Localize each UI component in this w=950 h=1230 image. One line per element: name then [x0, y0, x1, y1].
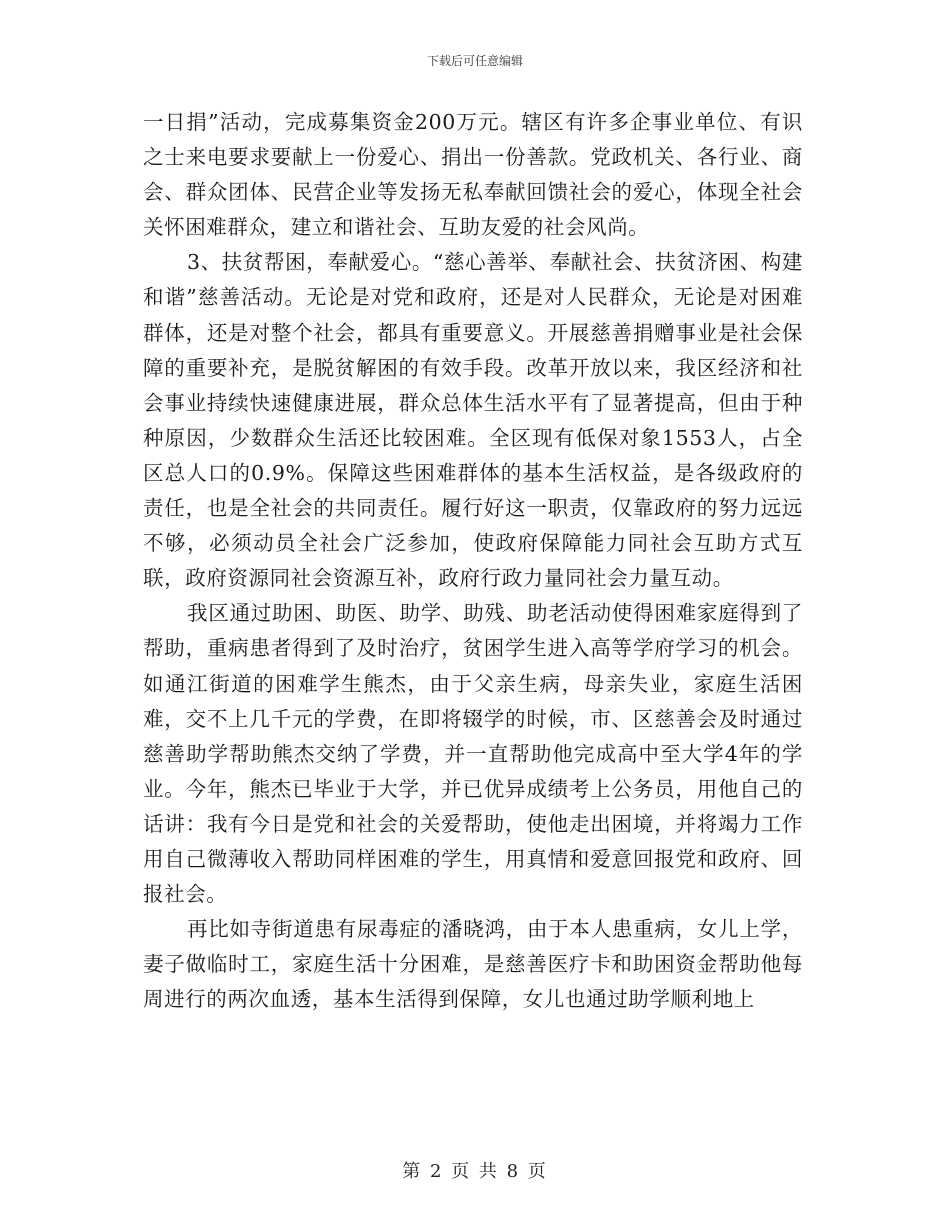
paragraph-1: 一日捐”活动，完成募集资金200万元。辖区有许多企事业单位、有识之士来电要求要献上一份爱心、捐出一份善款。党政机关、各行业、商会、群众团体、民营企业等发扬无私奉献回馈社会的爱心，体现全社会关怀困难群众，建立和谐社会、互助友爱的社会风尚。 — [143, 110, 803, 240]
page-number-footer: 第 2 页 共 8 页 — [402, 1161, 548, 1182]
page-header-note: 下载后可任意编辑 — [426, 54, 523, 68]
paragraph-2: 3、扶贫帮困，奉献爱心。“慈心善举、奉献社会、扶贫济困、构建和谐”慈善活动。无论是对党和政府，还是对人民群众，无论是对困难群体，还是对整个社会，都具有重要意义。开展慈善捐赠事业是社会保障的重要补充，是脱贫解困的有效手段。改革开放以来，我区经济和社会事业持续快速健康进展，群众总体生活水平有了显著提高，但由于种种原因，少数群众生活还比较困难。全区现有低保对象1553人，占全区总人口的0.9%。保障这些困难群体的基本生活权益，是各级政府的责任，也是全社会的共同责任。履行好这一职责，仅靠政府的努力远远不够，必须动员全社会广泛参加，使政府保障能力同社会互助方式互联，政府资源同社会资源互补，政府行政力量同社会力量互动。 — [143, 250, 803, 591]
paragraph-4: 再比如寺街道患有尿毒症的潘晓鸿，由于本人患重病，女儿上学，妻子做临时工，家庭生活十分困难，是慈善医疗卡和助困资金帮助他每周进行的两次血透，基本生活得到保障，女儿也通过助学顺利地上 — [143, 917, 803, 1012]
paragraph-3: 我区通过助困、助医、助学、助残、助老活动使得困难家庭得到了帮助，重病患者得到了及时治疗，贫困学生进入高等学府学习的机会。如通江街道的困难学生熊杰，由于父亲生病，母亲失业，家庭生活困难，交不上几千元的学费，在即将辍学的时候，市、区慈善会及时通过慈善助学帮助熊杰交纳了学费，并一直帮助他完成高中至大学4年的学业。今年，熊杰已毕业于大学，并已优异成绩考上公务员，用他自己的话讲：我有今日是党和社会的关爱帮助，使他走出困境，并将竭力工作用自己微薄收入帮助同样困难的学生，用真情和爱意回报党和政府、回报社会。 — [143, 601, 803, 907]
document-body — [143, 105, 803, 1017]
